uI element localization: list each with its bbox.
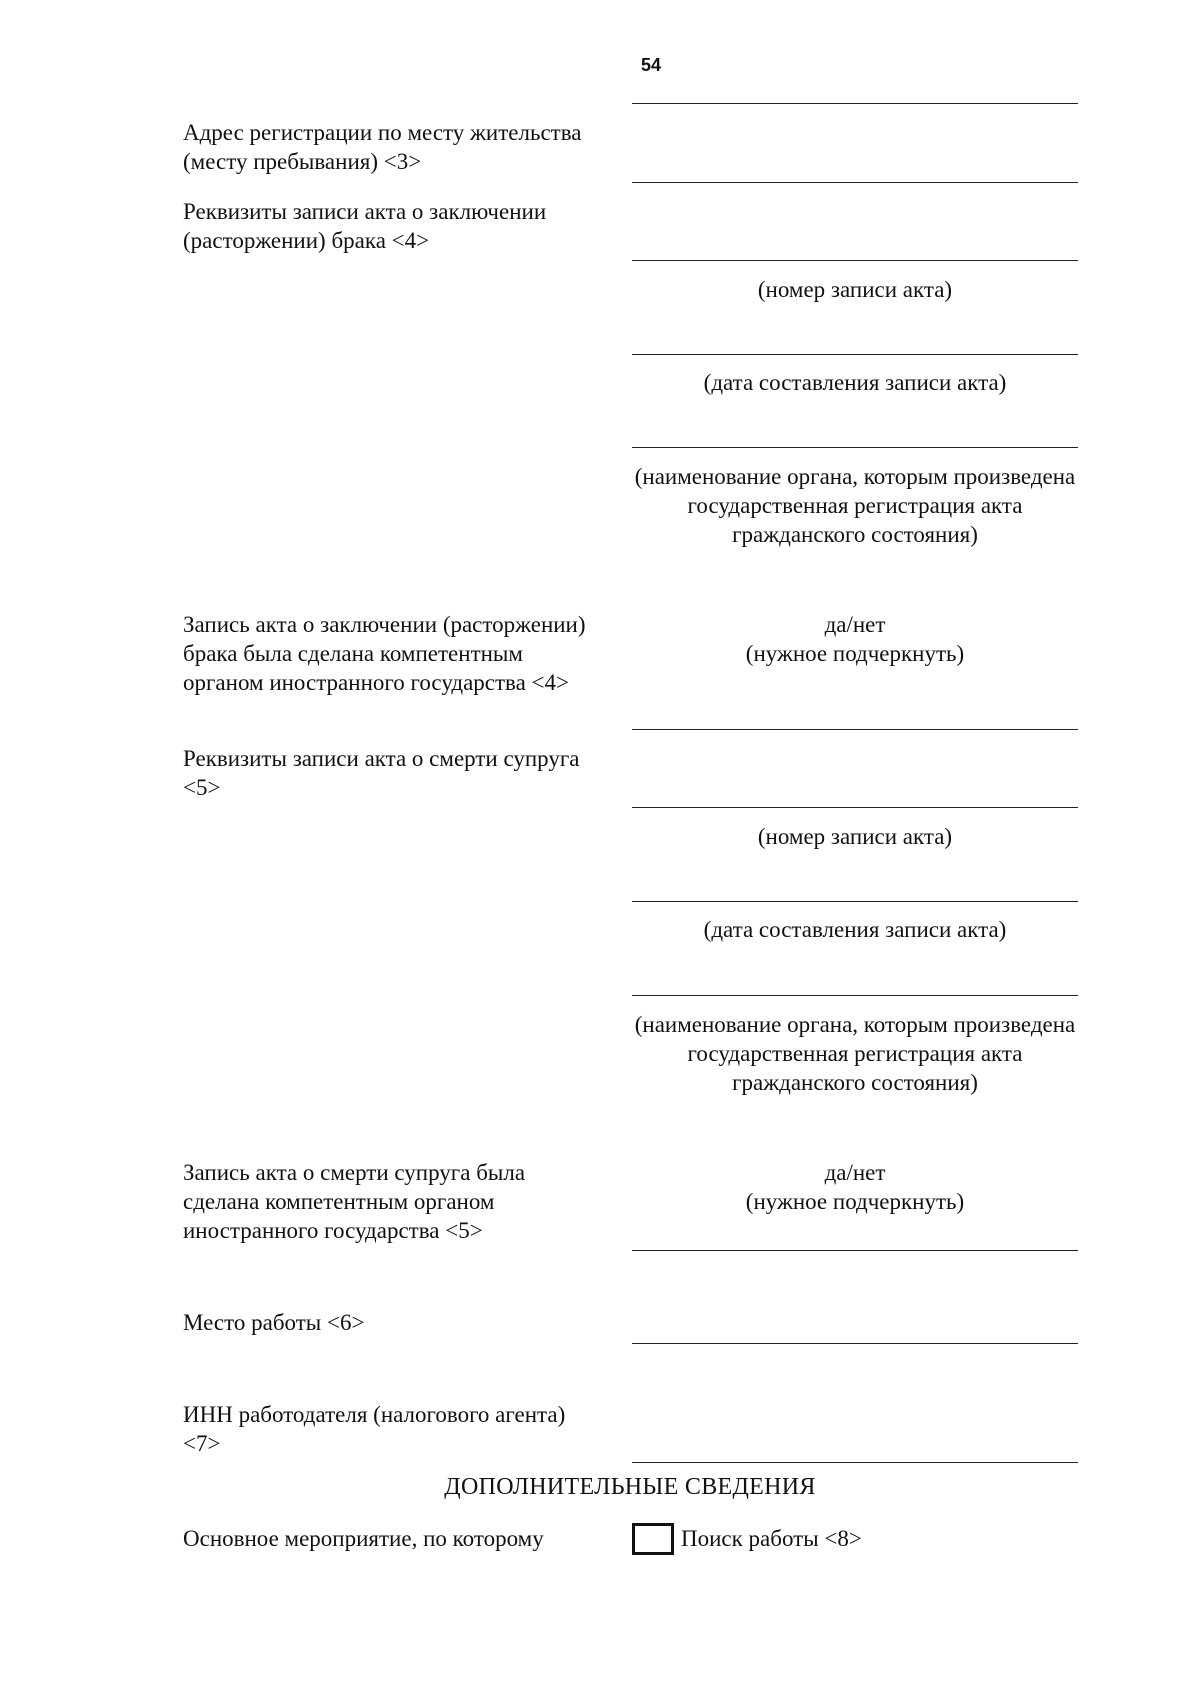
death-foreign-line[interactable] <box>632 1250 1078 1251</box>
marriage-registry-body-line[interactable] <box>632 447 1078 448</box>
caption-marriage-registry-body: (наименование органа, которым произведена государственная регистрация акта гражданского состояния) <box>634 464 1076 547</box>
caption-death-foreign-underline: (нужное подчеркнуть) <box>745 1189 965 1214</box>
death-record-date-line[interactable] <box>632 901 1078 902</box>
job-search-option-label: Поиск работы <8> <box>681 1526 862 1551</box>
label-address: Адрес регистрации по месту жительства (месту пребывания) <3> <box>183 120 582 174</box>
marriage-foreign-yes-no[interactable]: да/нет <box>824 612 886 637</box>
caption-death-record-number: (номер записи акта) <box>757 824 953 849</box>
workplace-input-line[interactable] <box>632 1343 1078 1344</box>
marriage-foreign-line[interactable] <box>632 729 1078 730</box>
marriage-record-number-line[interactable] <box>632 260 1078 261</box>
label-marriage-record: Реквизиты записи акта о заключении (расторжении) брака <4> <box>183 199 547 253</box>
top-line <box>632 103 1078 104</box>
additional-info-heading: ДОПОЛНИТЕЛЬНЫЕ СВЕДЕНИЯ <box>444 1474 816 1500</box>
caption-marriage-foreign-underline: (нужное подчеркнуть) <box>745 641 965 666</box>
death-foreign-yes-no[interactable]: да/нет <box>824 1160 886 1185</box>
death-record-number-line[interactable] <box>632 807 1078 808</box>
caption-marriage-record-number: (номер записи акта) <box>757 277 953 302</box>
caption-marriage-record-date: (дата составления записи акта) <box>703 370 1007 395</box>
marriage-record-date-line[interactable] <box>632 354 1078 355</box>
label-death-foreign: Запись акта о смерти супруга была сделана компетентным органом иностранного государства <5> <box>183 1160 526 1243</box>
death-registry-body-line[interactable] <box>632 995 1078 996</box>
label-marriage-foreign: Запись акта о заключении (расторжении) брака была сделана компетентным органом иностранного государства <4> <box>183 612 586 695</box>
label-main-measure: Основное мероприятие, по которому <box>183 1526 544 1551</box>
job-search-checkbox[interactable] <box>632 1523 674 1555</box>
employer-inn-input-line[interactable] <box>632 1462 1078 1463</box>
label-death-record: Реквизиты записи акта о смерти супруга <5> <box>183 746 580 800</box>
label-employer-inn: ИНН работодателя (налогового агента) <7> <box>183 1402 566 1456</box>
caption-death-registry-body: (наименование органа, которым произведена государственная регистрация акта гражданского состояния) <box>634 1012 1076 1095</box>
caption-death-record-date: (дата составления записи акта) <box>703 917 1007 942</box>
page-number: 54 <box>641 55 662 75</box>
address-input-line[interactable] <box>632 182 1078 183</box>
label-workplace: Место работы <6> <box>183 1310 365 1335</box>
